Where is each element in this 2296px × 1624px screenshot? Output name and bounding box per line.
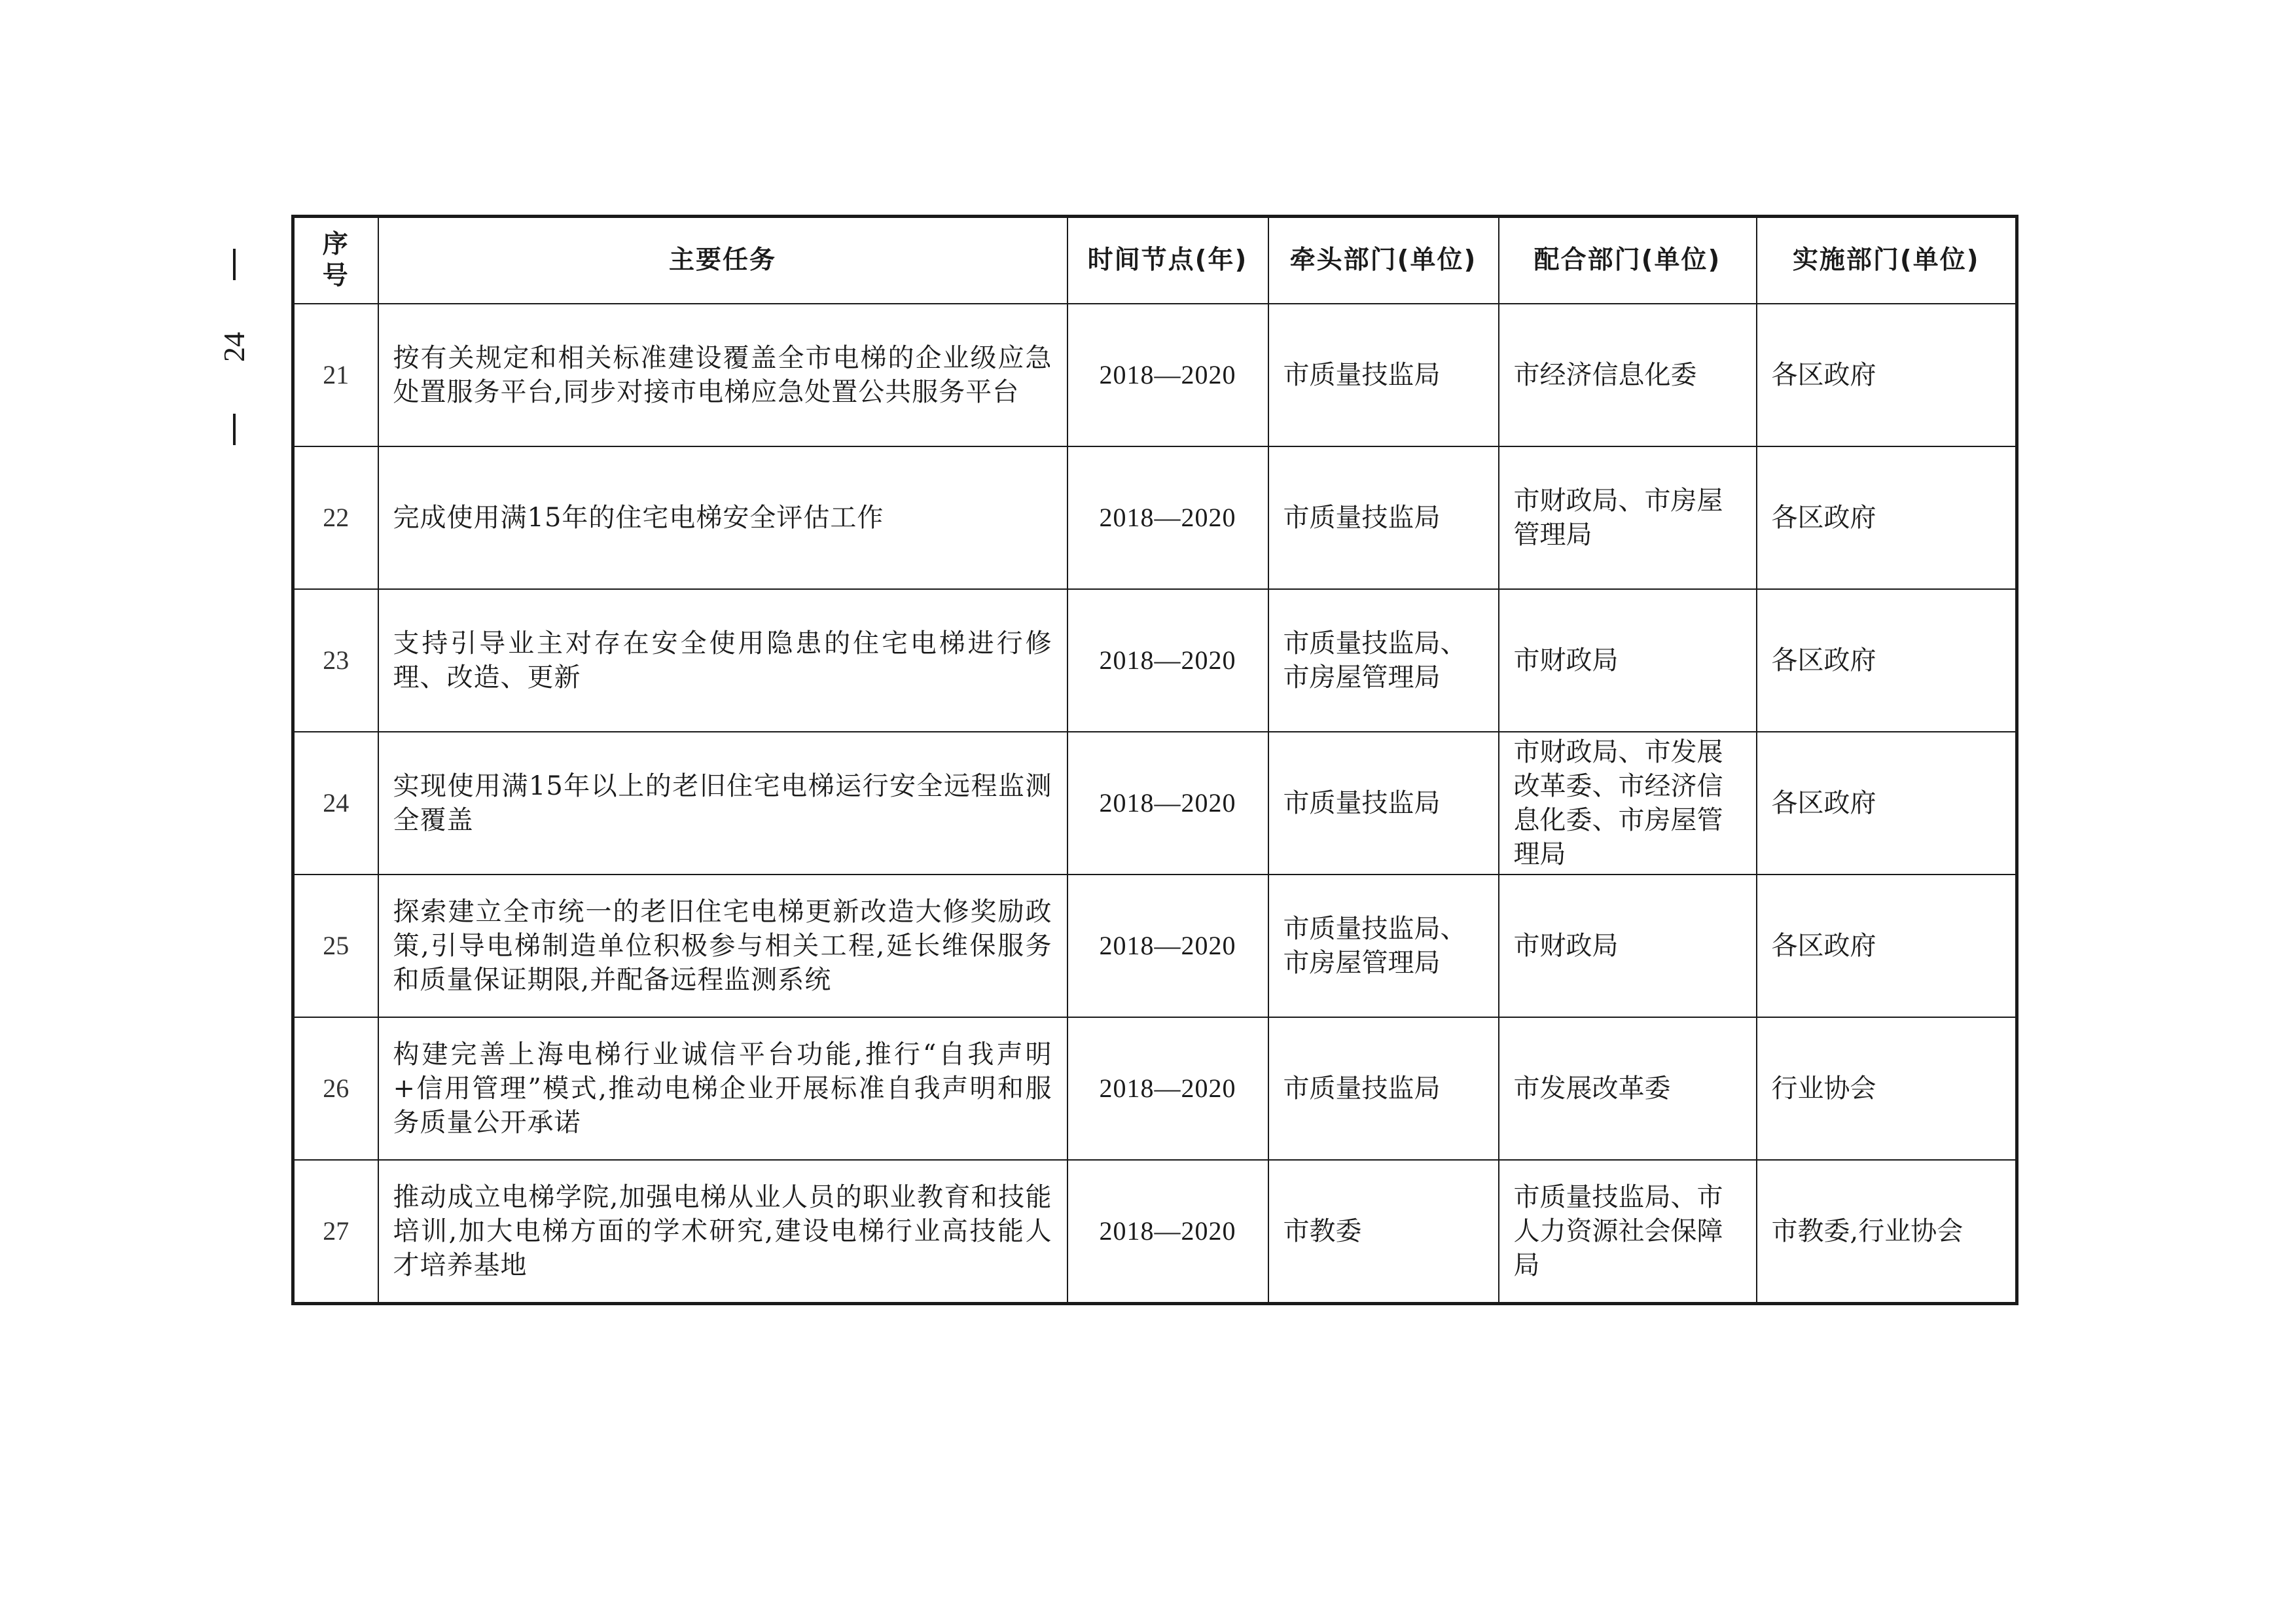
table-row [293,875,2017,1017]
table-row [293,1160,2017,1304]
cell-impl: 各区政府 [1757,589,2017,732]
cell-time: 2018—2020 [1067,875,1268,1017]
cell-task: 实现使用满15年以上的老旧住宅电梯运行安全远程监测全覆盖 [378,732,1067,875]
page-number-text: 24 [217,332,251,362]
cell-task: 构建完善上海电梯行业诚信平台功能,推行“自我声明+信用管理”模式,推动电梯企业开展标准自我声明和服务质量公开承诺 [378,1017,1067,1160]
cell-time: 2018—2020 [1067,1017,1268,1160]
cell-lead: 市质量技监局 [1268,1017,1499,1160]
cell-impl: 各区政府 [1757,304,2017,446]
cell-seq: 23 [293,589,378,732]
cell-time: 2018—2020 [1067,732,1268,875]
table-row [293,1017,2017,1160]
cell-coop: 市财政局、市房屋管理局 [1499,446,1757,589]
header-coop: 配合部门(单位) [1499,217,1757,304]
cell-task: 探索建立全市统一的老旧住宅电梯更新改造大修奖励政策,引导电梯制造单位积极参与相关工程,延长维保服务和质量保证期限,并配备远程监测系统 [378,875,1067,1017]
cell-task: 支持引导业主对存在安全使用隐患的住宅电梯进行修理、改造、更新 [378,589,1067,732]
cell-lead: 市教委 [1268,1160,1499,1304]
header-seq: 序 号 [293,217,378,304]
page-number-dash-bottom [233,414,236,445]
header-time: 时间节点(年) [1067,217,1268,304]
header-task: 主要任务 [378,217,1067,304]
table-row [293,732,2017,875]
table-header-row [293,217,2017,304]
cell-seq: 25 [293,875,378,1017]
cell-lead: 市质量技监局 [1268,304,1499,446]
cell-impl: 行业协会 [1757,1017,2017,1160]
cell-coop: 市发展改革委 [1499,1017,1757,1160]
cell-task: 按有关规定和相关标准建设覆盖全市电梯的企业级应急处置服务平台,同步对接市电梯应急处置公共服务平台 [378,304,1067,446]
cell-seq: 24 [293,732,378,875]
cell-coop: 市财政局、市发展改革委、市经济信息化委、市房屋管理局 [1499,732,1757,875]
task-table [291,215,2018,1305]
cell-task: 推动成立电梯学院,加强电梯从业人员的职业教育和技能培训,加大电梯方面的学术研究,建设电梯行业高技能人才培养基地 [378,1160,1067,1304]
header-lead: 牵头部门(单位) [1268,217,1499,304]
cell-impl: 各区政府 [1757,875,2017,1017]
cell-lead: 市质量技监局 [1268,446,1499,589]
cell-task: 完成使用满15年的住宅电梯安全评估工作 [378,446,1067,589]
cell-impl: 各区政府 [1757,446,2017,589]
cell-coop: 市财政局 [1499,875,1757,1017]
page-number-dash-top [233,249,236,280]
cell-seq: 26 [293,1017,378,1160]
cell-time: 2018—2020 [1067,446,1268,589]
cell-lead: 市质量技监局、市房屋管理局 [1268,589,1499,732]
cell-impl: 各区政府 [1757,732,2017,875]
cell-lead: 市质量技监局 [1268,732,1499,875]
cell-seq: 27 [293,1160,378,1304]
cell-time: 2018—2020 [1067,304,1268,446]
page-number [208,249,260,445]
cell-time: 2018—2020 [1067,1160,1268,1304]
cell-coop: 市经济信息化委 [1499,304,1757,446]
table-row [293,589,2017,732]
table-row [293,304,2017,446]
cell-seq: 22 [293,446,378,589]
cell-time: 2018—2020 [1067,589,1268,732]
cell-seq: 21 [293,304,378,446]
cell-coop: 市质量技监局、市人力资源社会保障局 [1499,1160,1757,1304]
cell-impl: 市教委,行业协会 [1757,1160,2017,1304]
table-row [293,446,2017,589]
cell-lead: 市质量技监局、市房屋管理局 [1268,875,1499,1017]
header-impl: 实施部门(单位) [1757,217,2017,304]
cell-coop: 市财政局 [1499,589,1757,732]
